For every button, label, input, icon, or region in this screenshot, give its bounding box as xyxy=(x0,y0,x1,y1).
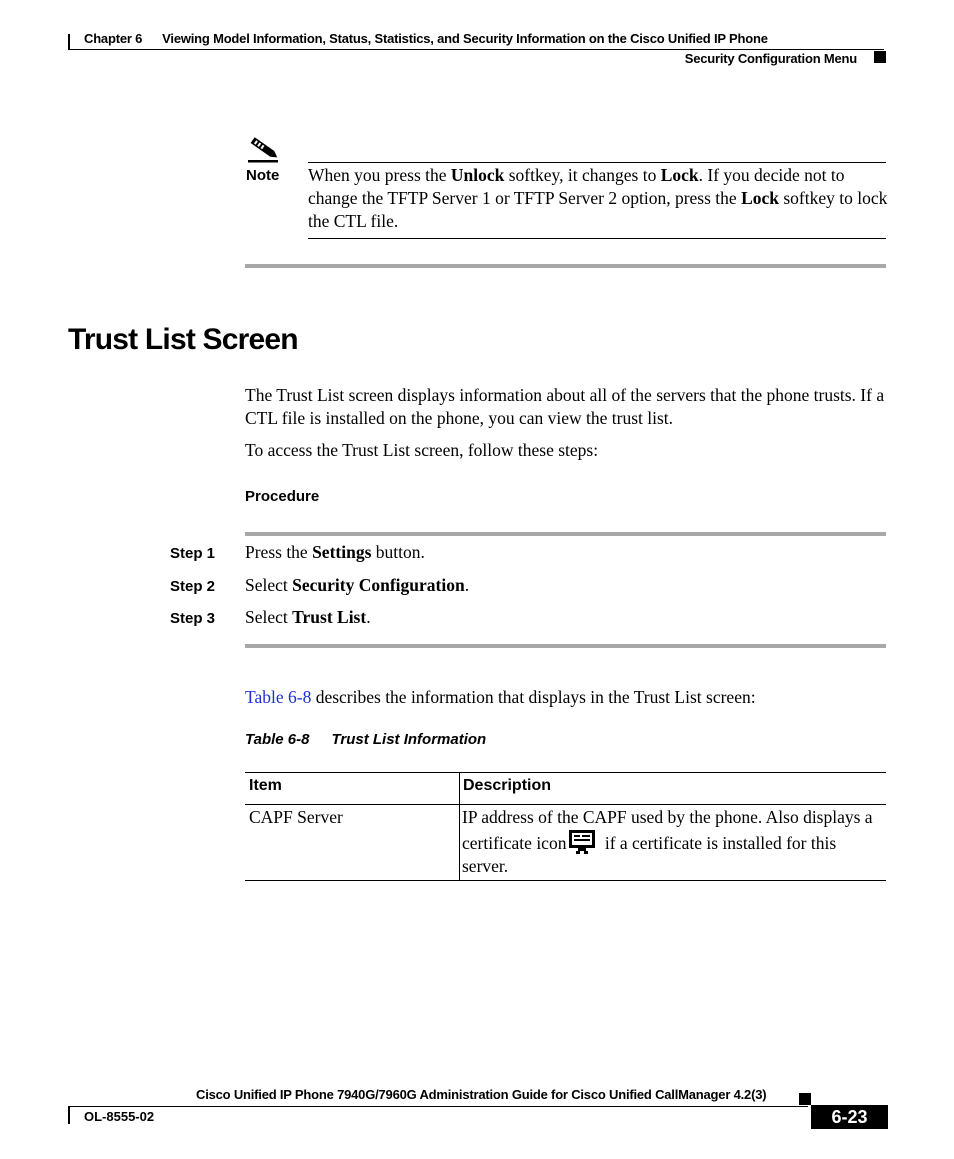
footer-doc-number: OL-8555-02 xyxy=(84,1109,155,1124)
step-label: Step 3 xyxy=(170,610,216,627)
procedure-heading: Procedure xyxy=(245,488,320,505)
table-header-rule xyxy=(245,804,886,805)
procedure-top-bar xyxy=(245,532,886,536)
step-label: Step 2 xyxy=(170,578,216,595)
certificate-icon xyxy=(568,829,596,855)
table-header-item: Item xyxy=(249,777,282,794)
note-end-bar xyxy=(245,264,886,268)
table-cell-description: IP address of the CAPF used by the phone. Also displays a certificate icon if a certificate is installed for this server. xyxy=(462,807,873,876)
note-bottom-rule xyxy=(308,238,886,239)
table-cell-item: CAPF Server xyxy=(249,807,343,827)
header-left-rule xyxy=(68,34,70,50)
page-number: 6-23 xyxy=(811,1105,888,1129)
step-text: Select Security Configuration. xyxy=(245,575,470,595)
table-header-description: Description xyxy=(463,777,552,794)
note-text: When you press the Unlock softkey, it changes to Lock. If you decide not to change the TFTP Server 1 or TFTP Server 2 option, press the Lock softkey to lock the CTL file. xyxy=(308,165,888,231)
step-label: Step 1 xyxy=(170,545,216,562)
table-top-rule xyxy=(245,772,886,773)
footer-guide-title: Cisco Unified IP Phone 7940G/7960G Administration Guide for Cisco Unified CallManager 4.2(3) xyxy=(196,1087,767,1102)
table-caption: Table 6-8 Trust List Information xyxy=(245,731,487,748)
running-header-chapter xyxy=(84,31,768,46)
chapter-title: Viewing Model Information, Status, Statistics, and Security Information on the Cisco Unified IP Phone xyxy=(162,31,768,46)
footer-rule xyxy=(68,1106,808,1107)
access-paragraph: To access the Trust List screen, follow these steps: xyxy=(245,440,599,460)
header-rule xyxy=(68,49,884,50)
table-column-divider xyxy=(459,773,460,880)
pencil-note-icon xyxy=(246,136,280,164)
section-title: Trust List Screen xyxy=(68,323,298,356)
note-top-rule xyxy=(308,162,886,163)
table-row xyxy=(249,806,454,829)
chapter-label: Chapter 6 xyxy=(84,31,143,46)
header-square-marker xyxy=(874,51,886,63)
step-text: Select Trust List. xyxy=(245,607,371,627)
table-reference-paragraph: Table 6-8 describes the information that displays in the Trust List screen: xyxy=(245,687,756,707)
footer-square-marker xyxy=(799,1093,811,1105)
step-text: Press the Settings button. xyxy=(245,542,425,562)
note-label: Note xyxy=(246,167,280,184)
procedure-bottom-bar xyxy=(245,644,886,648)
footer-left-rule xyxy=(68,1106,70,1124)
table-bottom-rule xyxy=(245,880,886,881)
table-6-8-link[interactable]: Table 6-8 xyxy=(245,687,312,707)
running-header-section: Security Configuration Menu xyxy=(684,51,857,66)
intro-paragraph: The Trust List screen displays information about all of the servers that the phone trusts. If a CTL file is installed on the phone, you can view the trust list. xyxy=(245,385,885,428)
